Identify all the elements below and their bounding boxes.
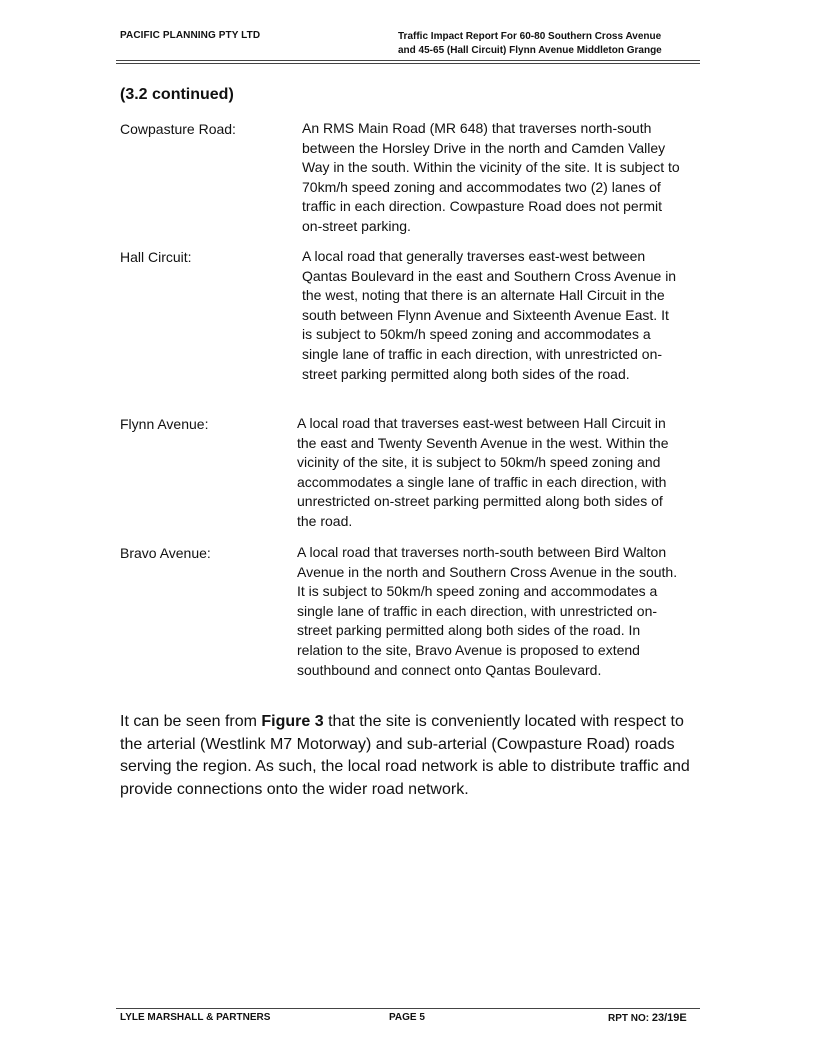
description-line: Way in the south. Within the vicinity of the site. It is subject to xyxy=(302,159,680,176)
description-line: single lane of traffic in each direction, with unrestricted on- xyxy=(302,345,663,362)
description-line: A local road that traverses east-west between Hall Circuit in xyxy=(297,415,666,431)
road-name-cowpasture: Cowpasture Road: xyxy=(120,121,236,137)
header-report-line-1: Traffic Impact Report For 60-80 Southern Cross Avenue xyxy=(398,31,662,42)
header-double-rule xyxy=(116,60,700,64)
description-line: It is subject to 50km/h speed zoning and accommodates a xyxy=(297,583,658,600)
road-name-bravo-avenue: Bravo Avenue: xyxy=(120,545,211,561)
description-line: street parking permitted along both sides of the road. In xyxy=(297,622,641,639)
description-line: the road. xyxy=(297,512,353,529)
footer-report-number xyxy=(608,1012,687,1024)
closing-text-end: that the site is conveniently located with respect to the arterial (Westlink M7 Motorway) and sub-arterial (Cowpasture Road) roads serving the region. As such, the local road network is able to distribute traffic and provide connections onto the wider road network. xyxy=(120,713,690,798)
footer-page-number: PAGE 5 xyxy=(389,1012,425,1023)
footer-rule xyxy=(116,1008,700,1009)
description-line: unrestricted on-street parking permitted along both sides of xyxy=(297,493,663,510)
header-report-line-2: and 45-65 (Hall Circuit) Flynn Avenue Middleton Grange xyxy=(398,45,662,56)
closing-text-start: It can be seen from xyxy=(120,713,262,730)
description-line: traffic in each direction. Cowpasture Road does not permit xyxy=(302,198,663,215)
footer-report-code: 23/19E xyxy=(651,1012,687,1024)
description-line: 70km/h speed zoning and accommodates two (2) lanes of xyxy=(302,178,661,195)
description-line: south between Flynn Avenue and Sixteenth Avenue East. It xyxy=(302,306,669,323)
description-line: A local road that traverses north-south between Bird Walton xyxy=(297,544,667,560)
description-line: the east and Twenty Seventh Avenue in the west. Within the xyxy=(297,434,669,451)
description-line: street parking permitted along both sides of the road. xyxy=(302,365,630,382)
description-line: on-street parking. xyxy=(302,217,411,234)
description-line: A local road that generally traverses east-west between xyxy=(302,248,646,264)
section-title: (3.2 continued) xyxy=(120,86,234,103)
description-line: southbound and connect onto Qantas Boulevard. xyxy=(297,661,602,678)
road-name-hall-circuit: Hall Circuit: xyxy=(120,249,192,265)
road-description-bravo-avenue xyxy=(297,543,699,680)
description-line: the west, noting that there is an alternate Hall Circuit in the xyxy=(302,287,665,304)
road-description-hall-circuit xyxy=(302,247,704,384)
description-line: Qantas Boulevard in the east and Southern Cross Avenue in xyxy=(302,267,677,284)
closing-paragraph xyxy=(120,711,705,801)
description-line: single lane of traffic in each direction, with unrestricted on- xyxy=(297,602,658,619)
figure-reference: Figure 3 xyxy=(261,713,324,730)
description-line: vicinity of the site, it is subject to 50km/h speed zoning and xyxy=(297,454,661,471)
header-company: PACIFIC PLANNING PTY LTD xyxy=(120,30,261,41)
description-line: An RMS Main Road (MR 648) that traverses north-south xyxy=(302,120,652,136)
road-name-flynn-avenue: Flynn Avenue: xyxy=(120,416,209,432)
description-line: is subject to 50km/h speed zoning and accommodates a xyxy=(302,326,651,343)
road-description-cowpasture xyxy=(302,119,704,237)
header-report-title xyxy=(398,30,698,58)
road-description-flynn-avenue xyxy=(297,414,699,532)
footer-report-label: RPT NO: xyxy=(608,1013,652,1024)
description-line: accommodates a single lane of traffic in each direction, with xyxy=(297,473,667,490)
description-line: relation to the site, Bravo Avenue is proposed to extend xyxy=(297,641,640,658)
description-line: Avenue in the north and Southern Cross Avenue in the south. xyxy=(297,563,678,580)
footer-company: LYLE MARSHALL & PARTNERS xyxy=(120,1012,271,1023)
description-line: between the Horsley Drive in the north and Camden Valley xyxy=(302,139,666,156)
